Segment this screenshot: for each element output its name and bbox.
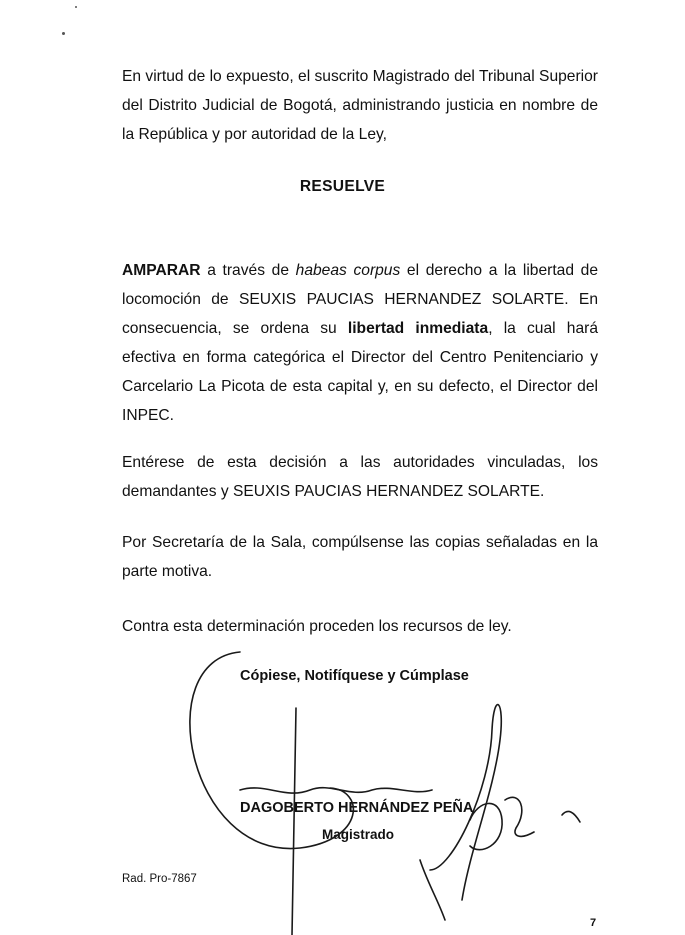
amparar-paragraph [122, 256, 598, 430]
scan-speck [75, 6, 77, 8]
habeas-corpus-term: habeas corpus [295, 262, 401, 279]
signer-role: Magistrado [322, 827, 395, 842]
signature-two-stroke [505, 797, 534, 836]
recursos-paragraph: Contra esta determinación proceden los recursos de ley. [122, 618, 512, 635]
resolve-heading: RESUELVE [299, 178, 386, 195]
signature-vertical-stroke [292, 708, 296, 935]
page-number: 7 [590, 917, 597, 929]
amparar-verb: AMPARAR [122, 262, 201, 279]
amparar-text-2: el derecho a la libertad de locomoción de SEUXIS PAUCIAS HERNANDEZ SOLARTE. En consecuencia, se ordena su [122, 262, 598, 337]
signer-name: DAGOBERTO HERNÁNDEZ PEÑA [240, 800, 474, 816]
secretaria-paragraph: Por Secretaría de la Sala, compúlsense las copias señaladas en la parte motiva. [122, 534, 598, 580]
radicado-number: Rad. Pro-7867 [122, 873, 197, 885]
scan-speck [62, 32, 65, 35]
notify-paragraph: Entérese de esta decisión a las autoridades vinculadas, los demandantes y SEUXIS PAUCIAS HERNANDEZ SOLARTE. [122, 454, 598, 500]
signature-tick-stroke [562, 811, 580, 822]
libertad-inmediata: libertad inmediata [347, 320, 489, 337]
signature-tail-stroke [420, 860, 445, 920]
closing-formula: Cópiese, Notifíquese y Cúmplase [240, 668, 469, 684]
intro-paragraph: En virtud de lo expuesto, el suscrito Magistrado del Tribunal Superior del Distrito Judicial de Bogotá, administrando justicia en nombre de la República y por autoridad de la Ley, [122, 68, 598, 143]
amparar-text-1: a través de [200, 262, 296, 279]
signature-curl-stroke [470, 803, 502, 849]
signature-wave-stroke [240, 788, 432, 793]
amparar-text-3: , la cual hará efectiva en forma categórica el Director del Centro Penitenciario y Carcelario La Picota de esta capital y, en su defecto, el Director del INPEC. [122, 320, 598, 424]
